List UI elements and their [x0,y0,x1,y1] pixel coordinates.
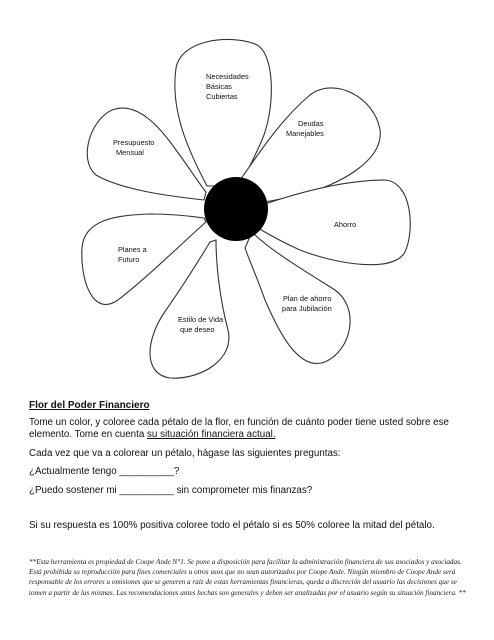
petal-label: Planes a [118,245,147,254]
petal-label: Estilo de Vida [178,315,224,324]
petal-label: Plan de ahorro [283,294,332,303]
petal-label: Presupuesto [113,138,155,147]
coloring-rule: Si su respuesta es 100% positiva coloree todo el pétalo si es 50% coloree la mitad del pétalo. [29,520,435,531]
question-1: ¿Actualmente tengo __________? [29,466,180,477]
svg-text:Ahorro [334,220,356,229]
svg-text:Plan de ahorropara Jubilación: Plan de ahorro para Jubilación [282,294,332,313]
questions-intro: Cada vez que va a colorear un pétalo, hágase las siguientes preguntas: [29,448,341,459]
instructions-underlined-text: su situación financiera actual. [147,429,276,440]
svg-text:DeudasManejables: Deudas Manejables [286,119,324,138]
question-2: ¿Puedo sostener mi __________ sin comprometer mis finanzas? [29,485,313,496]
instructions-paragraph [29,417,469,441]
flower-center [204,177,268,241]
instructions-text: Tome un color, y coloree cada pétalo de la flor, en función de cuánto poder tiene usted sobre ese elemento. Tome en cuenta [29,417,449,440]
disclaimer-footer: **Esta herramienta es propiedad de Coope Ande N°1. Se pone a disposición para facilitar la administración financiera de sus asociados y asociadas. Está prohibida su reproducción para fines comerciales u otros usos que no sean autorizados por Coope Ande. Ningún miembro de Coope Ande será responsable de los errores u omisiones que se generen a raíz de estas herramientas financieras, queda a discreción del usuario las decisiones que se tomen a partir de las mismas. Las recomendaciones antes hechas son generales y deben ser analizadas por el usuario según su situación financiera. ** [29,558,466,597]
svg-text:Estilo de Vidaque deseo: Estilo de Vida que deseo [178,315,224,334]
page-title: Flor del Poder Financiero [29,400,150,411]
svg-text:PresupuestoMensual: Presupuesto Mensual [113,138,155,157]
svg-text:Planes aFuturo: Planes a Futuro [118,245,147,264]
petal-label: Ahorro [334,220,357,229]
petal-label: Deudas [298,119,324,128]
svg-text:NecesidadesBásicasCubiertas: Necesidades Básicas Cubiertas [206,72,249,101]
petal-label: Necesidades [206,72,249,81]
